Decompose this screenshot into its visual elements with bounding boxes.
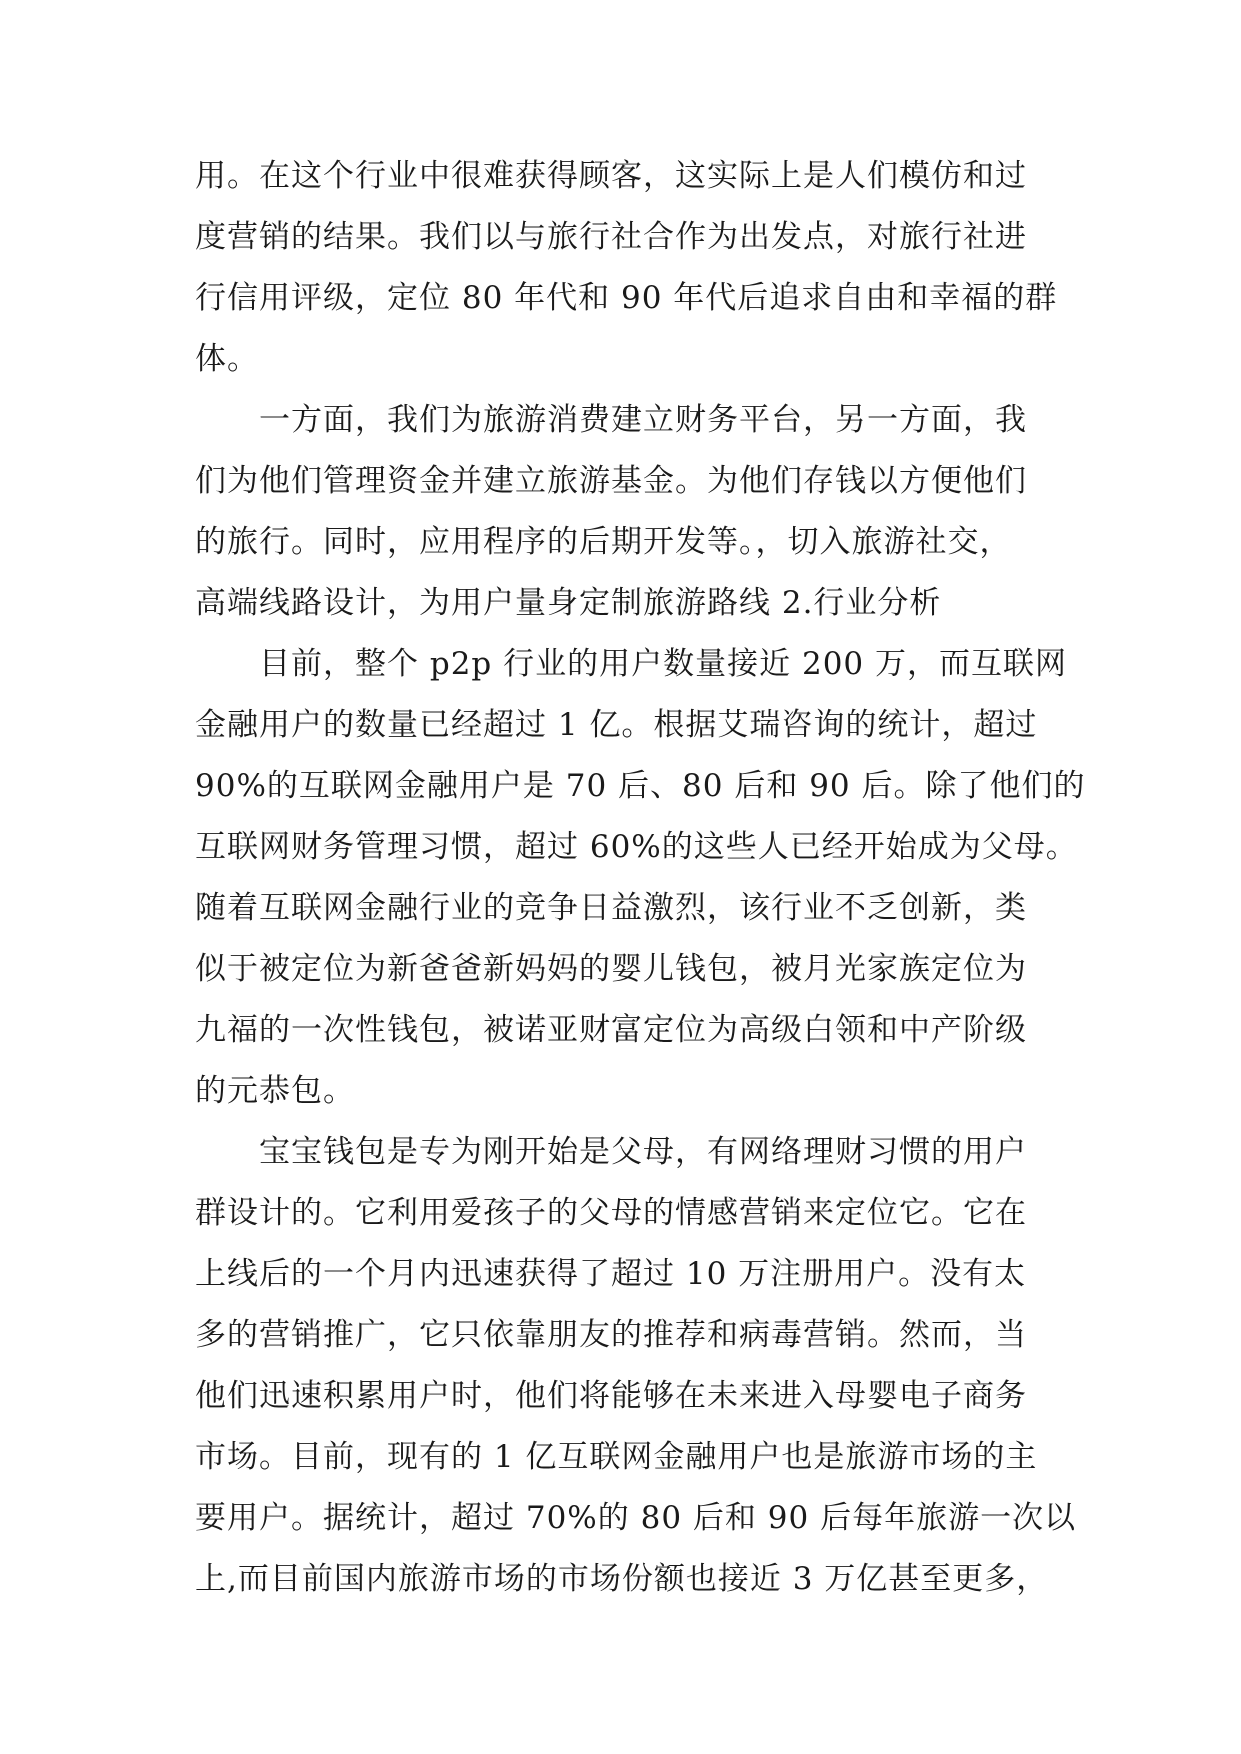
text-line: 金融用户的数量已经超过 1 亿。根据艾瑞咨询的统计，超过 bbox=[195, 707, 1038, 743]
text-line: 目前，整个 p2p 行业的用户数量接近 200 万，而互联网 bbox=[195, 646, 1067, 682]
text-line: 群设计的。它利用爱孩子的父母的情感营销来定位它。它在 bbox=[195, 1195, 1027, 1231]
text-line: 度营销的结果。我们以与旅行社合作为出发点，对旅行社进 bbox=[195, 219, 1027, 255]
text-line: 要用户。据统计，超过 70%的 80 后和 90 后每年旅游一次以 bbox=[195, 1500, 1077, 1536]
text-line: 的旅行。同时，应用程序的后期开发等。，切入旅游社交， bbox=[195, 524, 1012, 560]
text-line: 高端线路设计，为用户量身定制旅游路线 2.行业分析 bbox=[195, 585, 942, 621]
text-line: 的元恭包。 bbox=[195, 1073, 355, 1109]
text-line: 上,而目前国内旅游市场的市场份额也接近 3 万亿甚至更多， bbox=[195, 1561, 1049, 1597]
text-line: 用。在这个行业中很难获得顾客，这实际上是人们模仿和过 bbox=[195, 158, 1027, 194]
text-line: 多的营销推广，它只依靠朋友的推荐和病毒营销。然而，当 bbox=[195, 1317, 1027, 1353]
text-line: 一方面，我们为旅游消费建立财务平台，另一方面，我 bbox=[195, 402, 1027, 438]
text-line: 体。 bbox=[195, 341, 259, 377]
text-line: 他们迅速积累用户时，他们将能够在未来进入母婴电子商务 bbox=[195, 1378, 1027, 1414]
text-line: 90%的互联网金融用户是 70 后、80 后和 90 后。除了他们的 bbox=[195, 768, 1086, 804]
text-line: 宝宝钱包是专为刚开始是父母，有网络理财习惯的用户 bbox=[195, 1134, 1027, 1170]
text-line: 随着互联网金融行业的竞争日益激烈，该行业不乏创新，类 bbox=[195, 890, 1027, 926]
text-line: 互联网财务管理习惯，超过 60%的这些人已经开始成为父母。 bbox=[195, 829, 1078, 865]
text-line: 九福的一次性钱包，被诺亚财富定位为高级白领和中产阶级 bbox=[195, 1012, 1027, 1048]
text-line: 上线后的一个月内迅速获得了超过 10 万注册用户。没有太 bbox=[195, 1256, 1027, 1292]
text-line: 市场。目前，现有的 1 亿互联网金融用户也是旅游市场的主 bbox=[195, 1439, 1038, 1475]
text-line: 们为他们管理资金并建立旅游基金。为他们存钱以方便他们 bbox=[195, 463, 1027, 499]
text-line: 行信用评级，定位 80 年代和 90 年代后追求自由和幸福的群 bbox=[195, 280, 1058, 316]
text-line: 似于被定位为新爸爸新妈妈的婴儿钱包，被月光家族定位为 bbox=[195, 951, 1027, 987]
body-text bbox=[195, 146, 1086, 1610]
